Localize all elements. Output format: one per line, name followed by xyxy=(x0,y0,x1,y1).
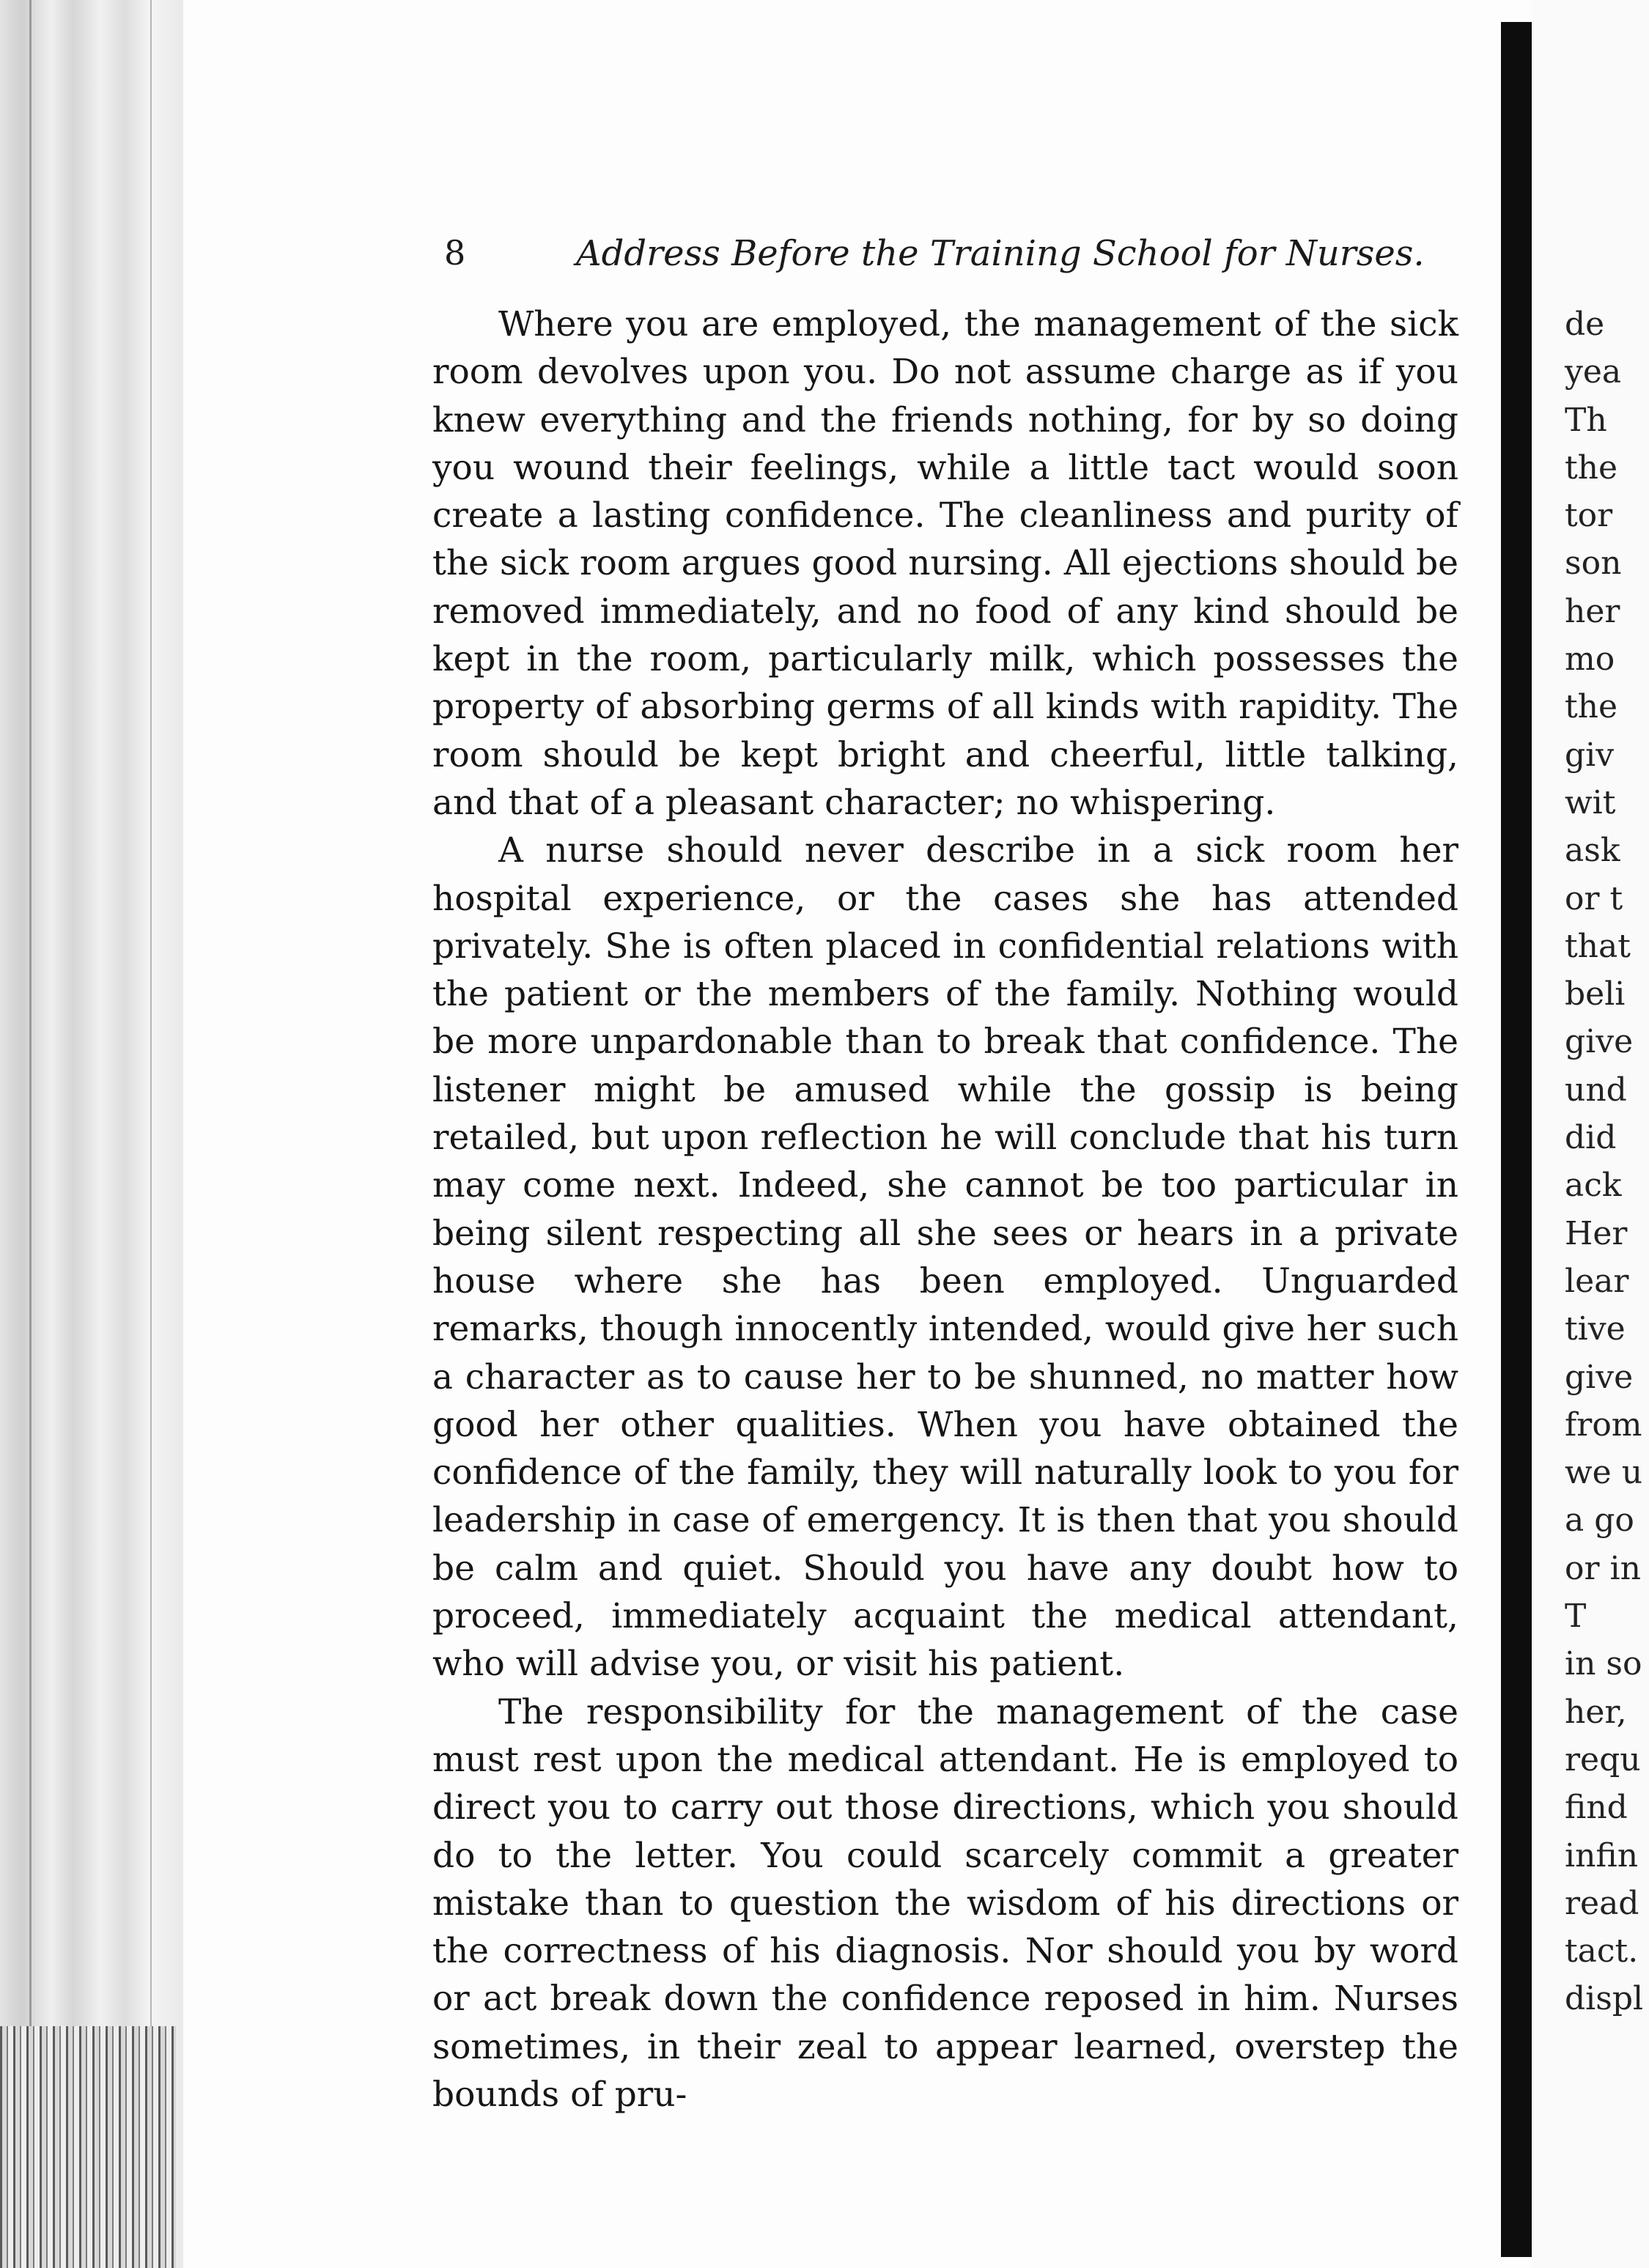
next-page-fragment: that xyxy=(1565,927,1631,965)
next-page-fragment: in so xyxy=(1565,1645,1642,1683)
next-page-fragment: from xyxy=(1565,1406,1642,1444)
next-page-fragment: de xyxy=(1565,306,1605,343)
next-page-fragment: give xyxy=(1565,1358,1634,1396)
page-number: 8 xyxy=(444,233,466,273)
paragraph: A nurse should never describe in a sick room her hospital experience, or the cases she has attended privately. She is often placed in confidential relations with the patient or the members of the family. Nothing would be more unpardonable than to break that confidence. The listener might be amused while the gossip is being retailed, but upon reflection he will conclude that his turn may come next. Indeed, she cannot be too particular in being silent respecting all she sees or hears in a private house where she has been employed. Unguarded remarks, though innocently intended, would give her such a character as to cause her to be shunned, no matter how good her other qualities. When you have obtained the confidence of the family, they will naturally look to you for leadership in case of emergency. It is then that you should be calm and quiet. Should you have any doubt how to proceed, immediately acquaint the medical attendant, who will advise you, or visit his patient. xyxy=(432,830,1458,1685)
next-page-fragment: tor xyxy=(1565,497,1613,535)
next-page-fragment: did xyxy=(1565,1119,1617,1157)
page-stack-edge xyxy=(0,2026,176,2268)
next-page-fragment: beli xyxy=(1565,975,1626,1013)
next-page-fragment: her xyxy=(1565,592,1620,630)
next-page-fragment: giv xyxy=(1565,736,1615,774)
next-page-fragment: wit xyxy=(1565,783,1616,821)
next-page-fragment: son xyxy=(1565,544,1622,583)
next-page-fragment: tact. xyxy=(1565,1932,1639,1970)
next-page-fragment: the xyxy=(1565,448,1618,487)
book-gutter xyxy=(1501,22,1532,2257)
next-page-fragment: Her xyxy=(1565,1214,1628,1252)
next-page-fragment: ack xyxy=(1565,1167,1622,1205)
next-page-fragment: or in xyxy=(1565,1549,1641,1587)
next-page-fragment: mo xyxy=(1565,640,1615,679)
paragraph: The responsibility for the management of the case must rest upon the medical attendant. He is employed to direct you to carry out those directions, which you should do to the letter. You could scarcely commit a greater mistake than to question the wisdom of his directions or the correctness of his diagnosis. Nor should you by word or act break down the confidence reposed in him. Nurses sometimes, in their zeal to appear learned, overstep the bounds of pru- xyxy=(432,1691,1458,2115)
next-page-fragment: tive xyxy=(1565,1310,1626,1348)
body-text xyxy=(432,300,1458,2119)
next-page-fragment: we u xyxy=(1565,1454,1643,1492)
next-page-fragment: the xyxy=(1565,688,1618,726)
next-page-fragment: Th xyxy=(1565,401,1607,439)
next-page-fragment: a go xyxy=(1565,1501,1634,1540)
binding-line xyxy=(29,0,32,2268)
next-page-fragment: give xyxy=(1565,1023,1634,1061)
next-page-fragment: yea xyxy=(1565,353,1622,391)
next-page-fragment: displ xyxy=(1565,1980,1644,2018)
next-page-fragment: T xyxy=(1565,1597,1587,1636)
next-page-fragment: find xyxy=(1565,1789,1628,1827)
page-header xyxy=(444,233,1456,284)
next-page-fragment: requ xyxy=(1565,1740,1641,1778)
running-title: Address Before the Training School for Nurses. xyxy=(576,233,1425,274)
next-page-fragment: ask xyxy=(1565,832,1620,870)
binding-line xyxy=(150,0,152,2268)
next-page-fragment: or t xyxy=(1565,879,1623,917)
next-page-fragment: lear xyxy=(1565,1262,1629,1300)
paragraph: Where you are employed, the management of the sick room devolves upon you. Do not assume charge as if you knew everything and the friends nothing, for by so doing you wound their feelings, while a little tact would soon create a lasting confidence. The cleanliness and purity of the sick room argues good nursing. All ejections should be removed immediately, and no food of any kind should be kept in the room, particularly milk, which possesses the property of absorbing germs of all kinds with rapidity. The room should be kept bright and cheerful, little talking, and that of a pleasant character; no whispering. xyxy=(432,304,1458,823)
next-page-fragment: read xyxy=(1565,1884,1639,1922)
next-page-fragment: und xyxy=(1565,1071,1627,1109)
previous-page-edge xyxy=(0,0,183,2268)
next-page-text-fragments xyxy=(1565,300,1649,2023)
next-page-fragment: her, xyxy=(1565,1693,1627,1731)
next-page-fragment: infin xyxy=(1565,1836,1639,1874)
